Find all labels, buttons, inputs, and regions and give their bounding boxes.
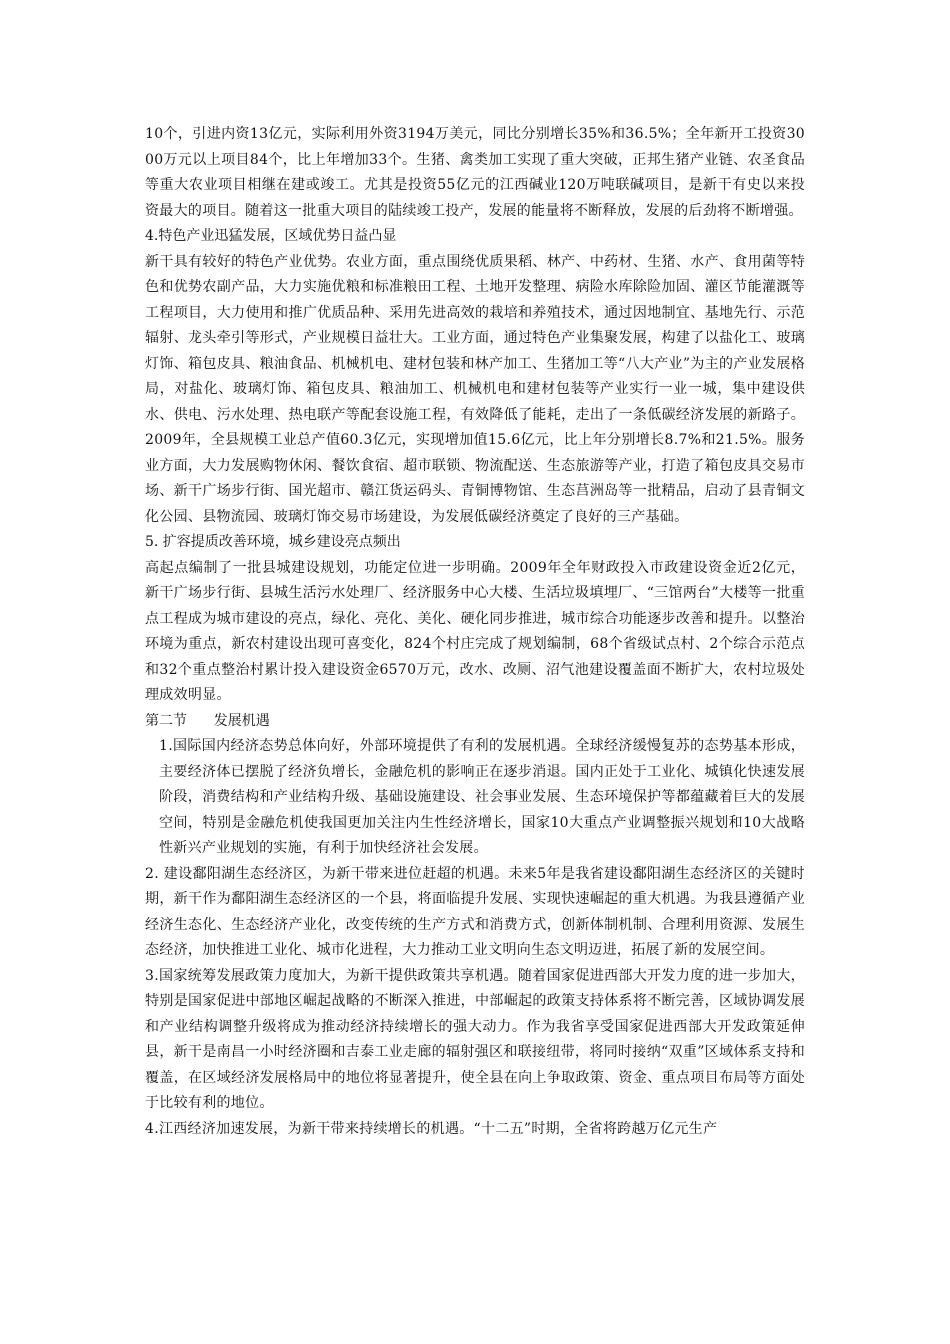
heading-special-industry: 4.特色产业迅猛发展，区域优势日益凸显 <box>145 228 397 244</box>
paragraph-opportunity-2: 2. 建设鄱阳湖生态经济区，为新干带来进位赶超的机遇。未来5年是我省建设鄱阳湖生态经济区的关键时期，新干作为鄱阳湖生态经济区的一个县，将面临提升发展、实现快速崛起的重大机遇。为我县遵循产业经济生态化、生态经济产业化，改变传统的生产方式和消费方式，创新体制机制、合理利用资源、发展生态经济，加快推进工业化、城市化进程，大力推动工业文明向生态文明迈进，拓展了新的发展空间。 <box>145 865 805 958</box>
paragraph-opportunity-4: 4.江西经济加速发展，为新干带来持续增长的机遇。“十二五”时期，全省将跨越万亿元生产 <box>145 1120 718 1137</box>
paragraph-opportunity-1: 1.国际国内经济态势总体向好，外部环境提供了有利的发展机遇。全球经济缓慢复苏的态势基本形成，主要经济体已摆脱了经济负增长，金融危机的影响正在逐步消退。国内正处于工业化、城镇化快速发展阶段，消费结构和产业结构升级、基础设施建设、社会事业发展、生态环境保护等都蕴藏着巨大的发展空间，特别是金融危机使我国更加关注内生性经济增长，国家10大重点产业调整振兴规划和10大战略性新兴产业规划的实施，有利于加快经济社会发展。 <box>159 738 805 856</box>
paragraph-special-industry: 新干具有较好的特色产业优势。农业方面，重点围绕优质果稻、林产、中药材、生猪、水产、食用菌等特色和优势农副产品，大力实施优粮和标准粮田工程、土地开发整理、病险水库除险加固、灌区节能灌溉等工程项目，大力使用和推广优质品种、采用先进高效的栽培和养殖技术，通过因地制宜、基地先行、示范辐射、龙头牵引等形式，产业规模日益壮大。工业方面，通过特色产业集聚发展，构建了以盐化工、玻璃灯饰、箱包皮具、粮油食品、机械机电、建材包装和林产加工、生猪加工等“八大产业”为主的产业发展格局，对盐化、玻璃灯饰、箱包皮具、粮油加工、机械机电和建材包装等产业实行一业一城，集中建设供水、供电、污水处理、热电联产等配套设施工程，有效降低了能耗，走出了一条低碳经济发展的新路子。2009年，全县规模工业总产值60.3亿元，实现增加值15.6亿元，比上年分别增长8.7%和21.5%。服务业方面，大力发展购物休闲、餐饮食宿、超市联锁、物流配送、生态旅游等产业，打造了箱包皮具交易市场、新干广场步行街、国光超市、赣江货运码头、青铜博物馆、生态莒洲岛等一批精品，启动了县青铜文化公园、县物流园、玻璃灯饰交易市场建设，为发展低碳经济奠定了良好的三产基础。 <box>145 253 805 525</box>
document-page <box>145 122 805 1142</box>
paragraph-opportunity-3: 3.国家统筹发展政策力度加大，为新干提供政策共享机遇。随着国家促进西部大开发力度的进一步加大，特别是国家促进中部地区崛起战略的不断深入推进，中部崛起的政策支持体系将不断完善，区域协调发展和产业结构调整升级将成为推动经济持续增长的强大动力。作为我省享受国家促进西部大开发政策延伸县，新干是南昌一小时经济圈和吉泰工业走廊的辐射强区和联接纽带，将同时接纳“双重”区域体系支持和覆盖，在区域经济发展格局中的地位将显著提升，使全县在向上争取政策、资金、重点项目布局等方面处于比较有利的地位。 <box>145 967 805 1111</box>
section-heading-opportunities: 第二节 发展机遇 <box>145 712 270 729</box>
heading-urban-rural: 5. 扩容提质改善环境，城乡建设亮点频出 <box>145 534 401 550</box>
paragraph-investment: 10个，引进内资13亿元，实际利用外资3194万美元，同比分别增长35%和36.5%；全年新开工投资3000万元以上项目84个，比上年增加33个。生猪、禽类加工实现了重大突破，正邦生猪产业链、农圣食品等重大农业项目相继在建或竣工。尤其是投资55亿元的江西碱业120万吨联碱项目，是新干有史以来投资最大的项目。随着这一批重大项目的陆续竣工投产，发展的能量将不断释放，发展的后劲将不断增强。 <box>145 126 805 219</box>
paragraph-urban-rural: 高起点编制了一批县城建设规划，功能定位进一步明确。2009年全年财政投入市政建设资金近2亿元，新干广场步行街、县城生活污水处理厂、经济服务中心大楼、生活垃圾填埋厂、“三馆两台”大楼等一批重点工程成为城市建设的亮点，绿化、亮化、美化、硬化同步推进，城市综合功能逐步改善和提升。以整治环境为重点，新农村建设出现可喜变化，824个村庄完成了规划编制，68个省级试点村、2个综合示范点和32个重点整治村累计投入建设资金6570万元，改水、改厕、沼气池建设覆盖面不断扩大，农村垃圾处理成效明显。 <box>145 559 805 703</box>
